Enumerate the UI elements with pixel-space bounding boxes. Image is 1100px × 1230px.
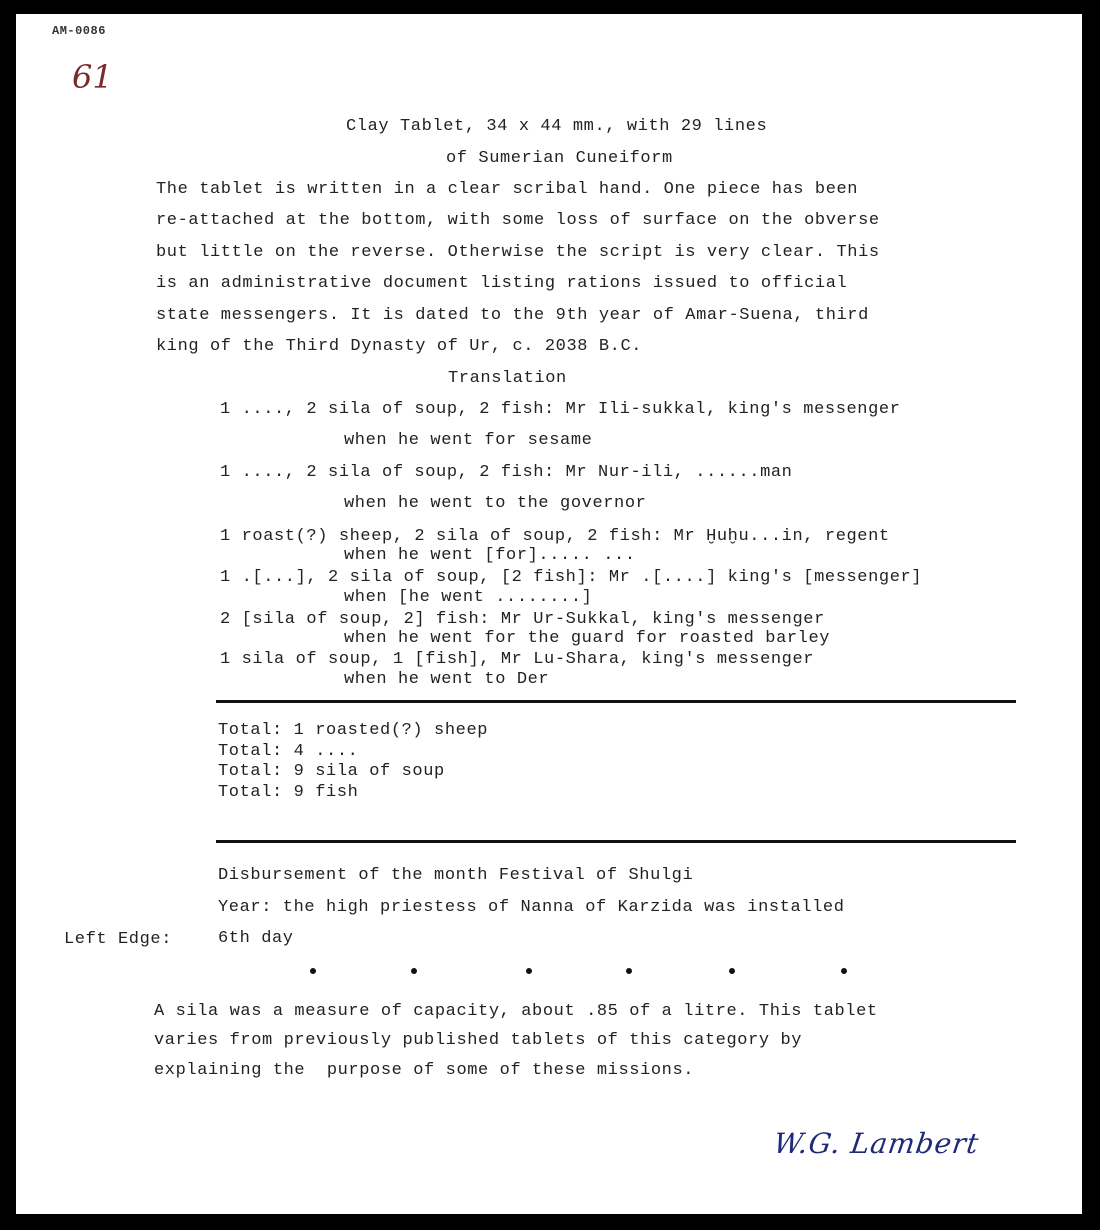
year-line: Year: the high priestess of Nanna of Karzida was installed [218,898,845,917]
separator-dot [841,968,847,974]
separator-dot [526,968,532,974]
divider-rule [216,700,1016,703]
page-number: 61 [72,58,113,96]
separator-dot [411,968,417,974]
total-line: Total: 9 sila of soup [218,762,445,781]
note-line: explaining the purpose of some of these missions. [154,1061,695,1080]
entry-subline: when he went [for]..... ... [344,546,636,565]
entry-line: 1 ...., 2 sila of soup, 2 fish: Mr Ili-sukkal, king's messenger [220,400,901,419]
entry-line: 1 sila of soup, 1 [fish], Mr Lu-Shara, king's messenger [220,650,815,669]
intro-line: re-attached at the bottom, with some loss of surface on the obverse [156,211,880,230]
left-edge-label: Left Edge: [64,930,173,949]
entry-line: 1 ...., 2 sila of soup, 2 fish: Mr Nur-ili, ......man [220,463,793,482]
separator-dot [626,968,632,974]
disbursement-line: Disbursement of the month Festival of Shulgi [218,866,694,885]
translation-heading: Translation [448,369,567,388]
intro-line: state messengers. It is dated to the 9th year of Amar-Suena, third [156,306,869,325]
entry-subline: when he went to Der [344,670,550,689]
total-line: Total: 4 .... [218,742,359,761]
accession-number: AM-0086 [52,24,106,38]
entry-line: 2 [sila of soup, 2] fish: Mr Ur-Sukkal, king's messenger [220,610,825,629]
note-line: varies from previously published tablets of this category by [154,1031,803,1050]
left-edge-value: 6th day [218,929,294,948]
entry-subline: when he went for the guard for roasted barley [344,629,831,648]
total-line: Total: 9 fish [218,783,359,802]
entry-line: 1 .[...], 2 sila of soup, [2 fish]: Mr .[....] king's [messenger] [220,568,923,587]
entry-line: 1 roast(?) sheep, 2 sila of soup, 2 fish: Mr Ḫuḫu...in, regent [220,527,890,546]
divider-rule [216,840,1016,843]
intro-line: The tablet is written in a clear scribal hand. One piece has been [156,180,859,199]
intro-line: king of the Third Dynasty of Ur, c. 2038 B.C. [156,337,643,356]
document-page [16,14,1082,1214]
entry-subline: when [he went ........] [344,588,593,607]
entry-subline: when he went to the governor [344,494,647,513]
intro-line: but little on the reverse. Otherwise the script is very clear. This [156,243,880,262]
title-line-1: Clay Tablet, 34 x 44 mm., with 29 lines [346,117,768,136]
separator-dot [729,968,735,974]
note-line: A sila was a measure of capacity, about .85 of a litre. This tablet [154,1002,878,1021]
title-line-2: of Sumerian Cuneiform [446,149,673,168]
total-line: Total: 1 roasted(?) sheep [218,721,489,740]
separator-dot [310,968,316,974]
intro-line: is an administrative document listing rations issued to official [156,274,848,293]
entry-subline: when he went for sesame [344,431,593,450]
handwritten-signature: W.G. Lambert [771,1127,982,1160]
